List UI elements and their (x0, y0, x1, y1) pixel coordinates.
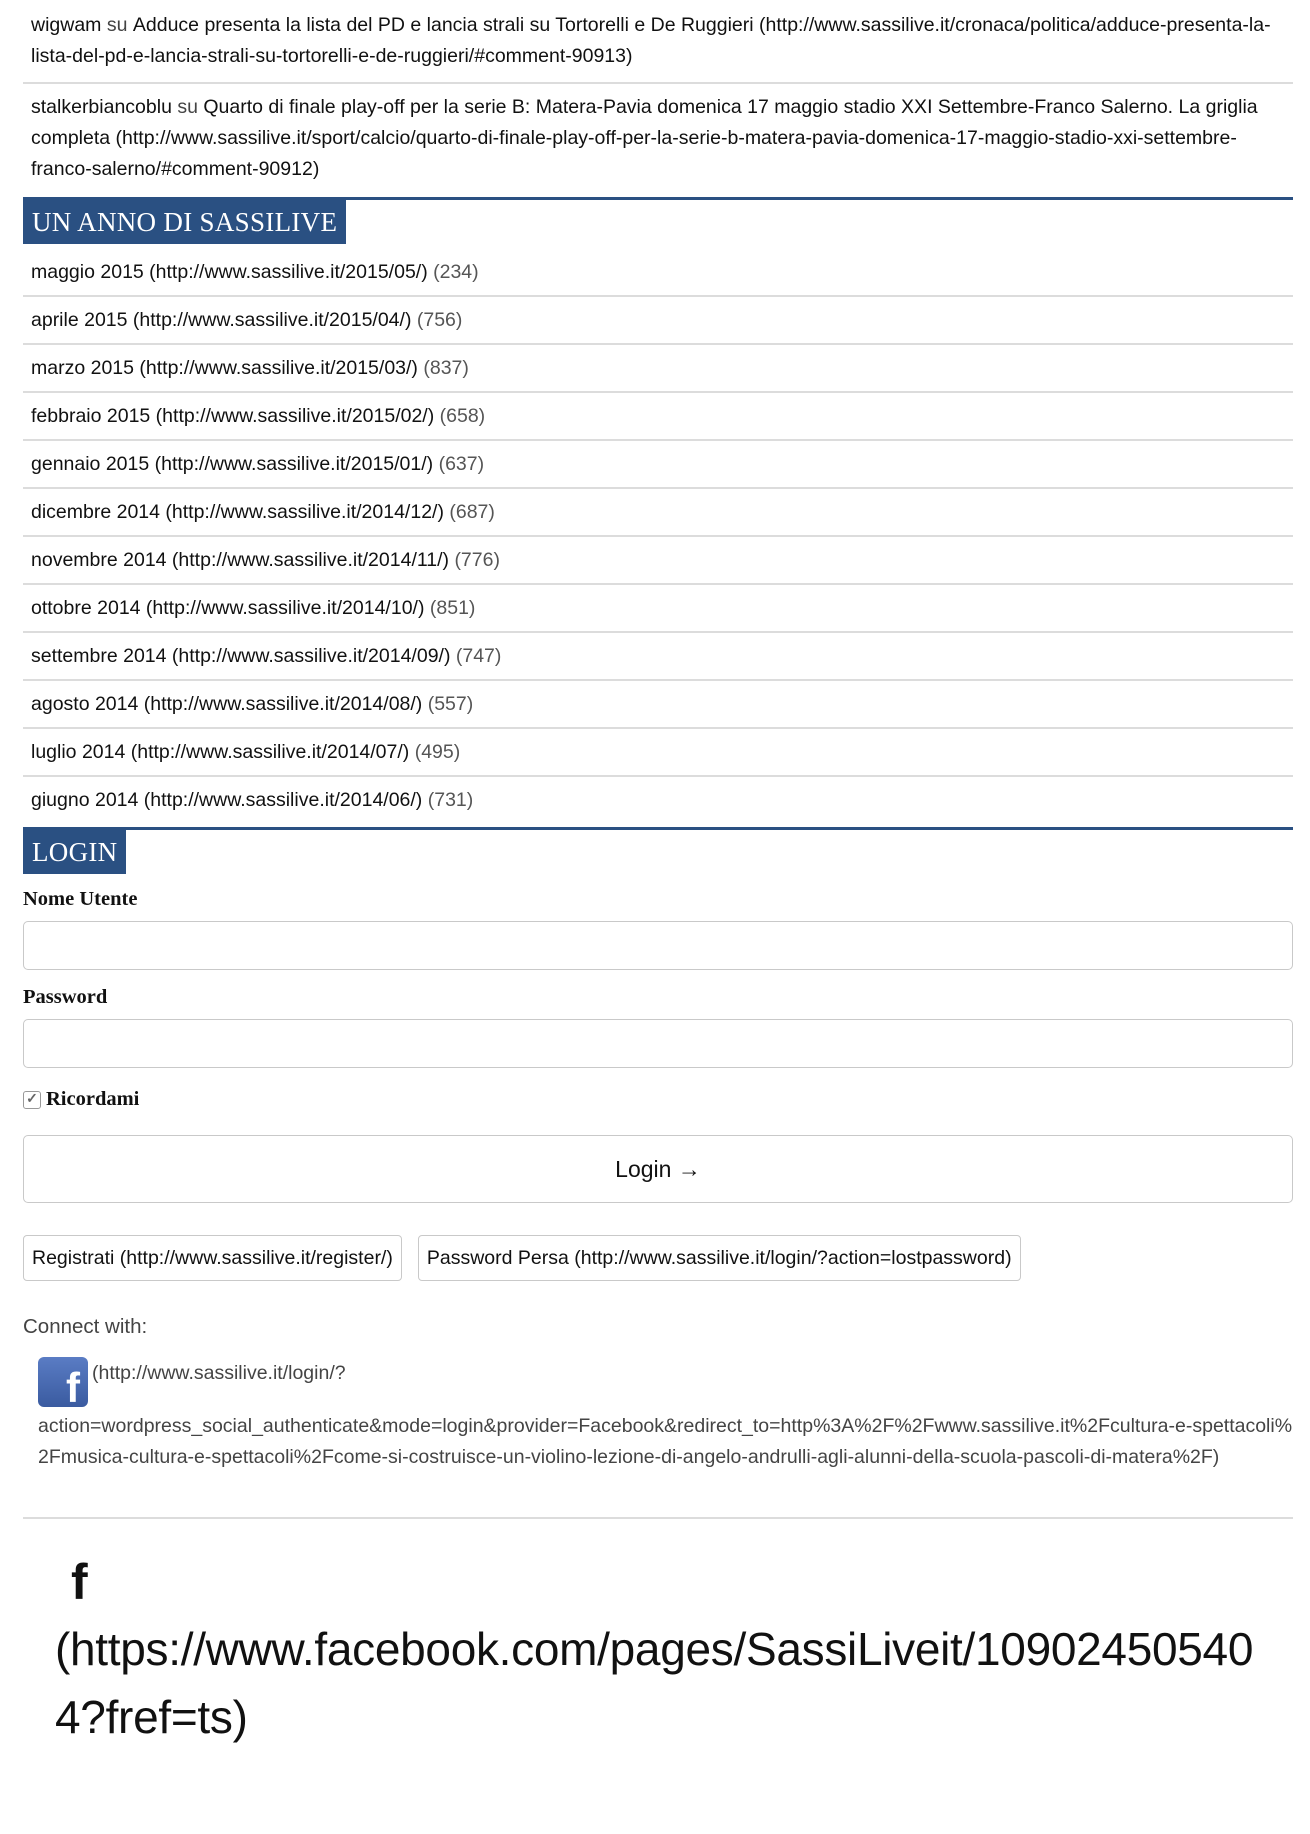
archive-link[interactable]: gennaio 2015 (http://www.sassilive.it/2015/01/) (31, 453, 434, 475)
archive-link[interactable]: dicembre 2014 (http://www.sassilive.it/2014/12/) (31, 501, 444, 523)
archive-item[interactable] (23, 345, 1293, 393)
remember-me[interactable] (23, 1088, 1293, 1111)
facebook-f-icon[interactable]: f (71, 1554, 88, 1610)
comment-author[interactable]: stalkerbiancoblu (31, 96, 172, 118)
facebook-icon[interactable]: f (38, 1357, 88, 1407)
password-label: Password (23, 986, 108, 1008)
archive-count: (747) (455, 645, 502, 667)
username-label: Nome Utente (23, 888, 138, 910)
archive-link[interactable]: agosto 2014 (http://www.sassilive.it/2014/08/) (31, 693, 423, 715)
archive-item[interactable] (23, 633, 1293, 681)
archive-link[interactable]: luglio 2014 (http://www.sassilive.it/2014/07/) (31, 741, 410, 763)
archive-count: (687) (449, 501, 495, 523)
section-divider (23, 827, 1293, 830)
archive-link[interactable]: aprile 2015 (http://www.sassilive.it/2015/04/) (31, 309, 412, 331)
archive-heading: UN ANNO DI SASSILIVE (23, 200, 346, 244)
archive-count: (658) (439, 405, 486, 427)
connect-with-label: Connect with: (23, 1315, 148, 1338)
archive-count: (776) (454, 549, 500, 571)
archive-item[interactable] (23, 585, 1293, 633)
archive-link[interactable]: febbraio 2015 (http://www.sassilive.it/2015/02/) (31, 405, 435, 427)
archive-count: (495) (414, 741, 461, 763)
footer-divider (23, 1517, 1293, 1519)
archive-link[interactable]: novembre 2014 (http://www.sassilive.it/2014/11/) (31, 549, 450, 571)
login-button[interactable]: Login → (23, 1135, 1293, 1203)
password-input[interactable] (23, 1019, 1293, 1068)
archive-count: (234) (433, 261, 479, 283)
social-login-link-start[interactable]: (http://www.sassilive.it/login/? (92, 1361, 346, 1384)
archive-item[interactable] (23, 729, 1293, 777)
comment-item (23, 84, 1293, 195)
comment-post-link[interactable]: Adduce presenta la lista del PD e lancia strali su Tortorelli e De Ruggieri (http://www.sassilive.it/cronaca/politica/adduce-presenta-la-lista-del-pd-e-lancia-strali-su-tortorelli-e-de-ruggieri/#comment-90913) (31, 14, 1271, 67)
lost-password-button[interactable]: Password Persa (http://www.sassilive.it/login/?action=lostpassword) (418, 1235, 1021, 1281)
archive-item[interactable] (23, 681, 1293, 729)
remember-checkbox[interactable]: ✓ (23, 1091, 41, 1109)
archive-item[interactable] (23, 393, 1293, 441)
facebook-page-link[interactable]: (https://www.facebook.com/pages/SassiLiveit/109024505404?fref=ts) (55, 1623, 1254, 1743)
archive-count: (837) (423, 357, 469, 379)
archive-count: (756) (416, 309, 463, 331)
register-button[interactable]: Registrati (http://www.sassilive.it/register/) (23, 1235, 402, 1281)
remember-label: Ricordami (46, 1088, 140, 1110)
login-heading: LOGIN (23, 830, 126, 874)
archive-link[interactable]: giugno 2014 (http://www.sassilive.it/2014/06/) (31, 789, 423, 811)
comment-connector: su (177, 96, 198, 118)
comment-item (23, 2, 1293, 84)
archive-count: (731) (427, 789, 474, 811)
archive-item[interactable] (23, 297, 1293, 345)
recent-comments-list (23, 0, 1293, 195)
social-login[interactable] (23, 1357, 1293, 1473)
archive-count: (637) (438, 453, 485, 475)
archive-link[interactable]: ottobre 2014 (http://www.sassilive.it/2014/10/) (31, 597, 425, 619)
username-input[interactable] (23, 921, 1293, 970)
archive-count: (557) (427, 693, 474, 715)
social-login-link[interactable]: action=wordpress_social_authenticate&mode=login&provider=Facebook&redirect_to=http%3A%2F%2Fwww.sassilive.it%2Fcultura-e-spettacoli%2Fmusica-cultura-e-spettacoli%2Fcome-si-costruisce-un-violino-lezione-di-angelo-andrulli-agli-alunni-della-scuola-pascoli-di-matera%2F) (38, 1415, 1293, 1468)
sidebar-content (23, 0, 1293, 1751)
archive-item[interactable] (23, 777, 1293, 825)
archive-item[interactable] (23, 441, 1293, 489)
archive-count: (851) (429, 597, 476, 619)
archive-item[interactable] (23, 489, 1293, 537)
archive-link[interactable]: settembre 2014 (http://www.sassilive.it/2014/09/) (31, 645, 451, 667)
archive-item[interactable] (23, 249, 1293, 297)
account-links (23, 1235, 1293, 1281)
comment-connector: su (106, 14, 128, 36)
archive-link[interactable]: marzo 2015 (http://www.sassilive.it/2015/03/) (31, 357, 418, 379)
comment-post-link[interactable]: Quarto di finale play-off per la serie B: Matera-Pavia domenica 17 maggio stadio XXI Settembre-Franco Salerno. La griglia completa (http://www.sassilive.it/sport/calcio/quarto-di-finale-play-off-per-la-serie-b-matera-pavia-domenica-17-maggio-stadio-xxi-settembre-franco-salerno/#comment-90912) (31, 96, 1258, 180)
archive-item[interactable] (23, 537, 1293, 585)
comment-author[interactable]: wigwam (31, 14, 102, 36)
archive-link[interactable]: maggio 2015 (http://www.sassilive.it/2015/05/) (31, 261, 428, 283)
archive-list (23, 249, 1293, 825)
footer-social (23, 1554, 1293, 1751)
